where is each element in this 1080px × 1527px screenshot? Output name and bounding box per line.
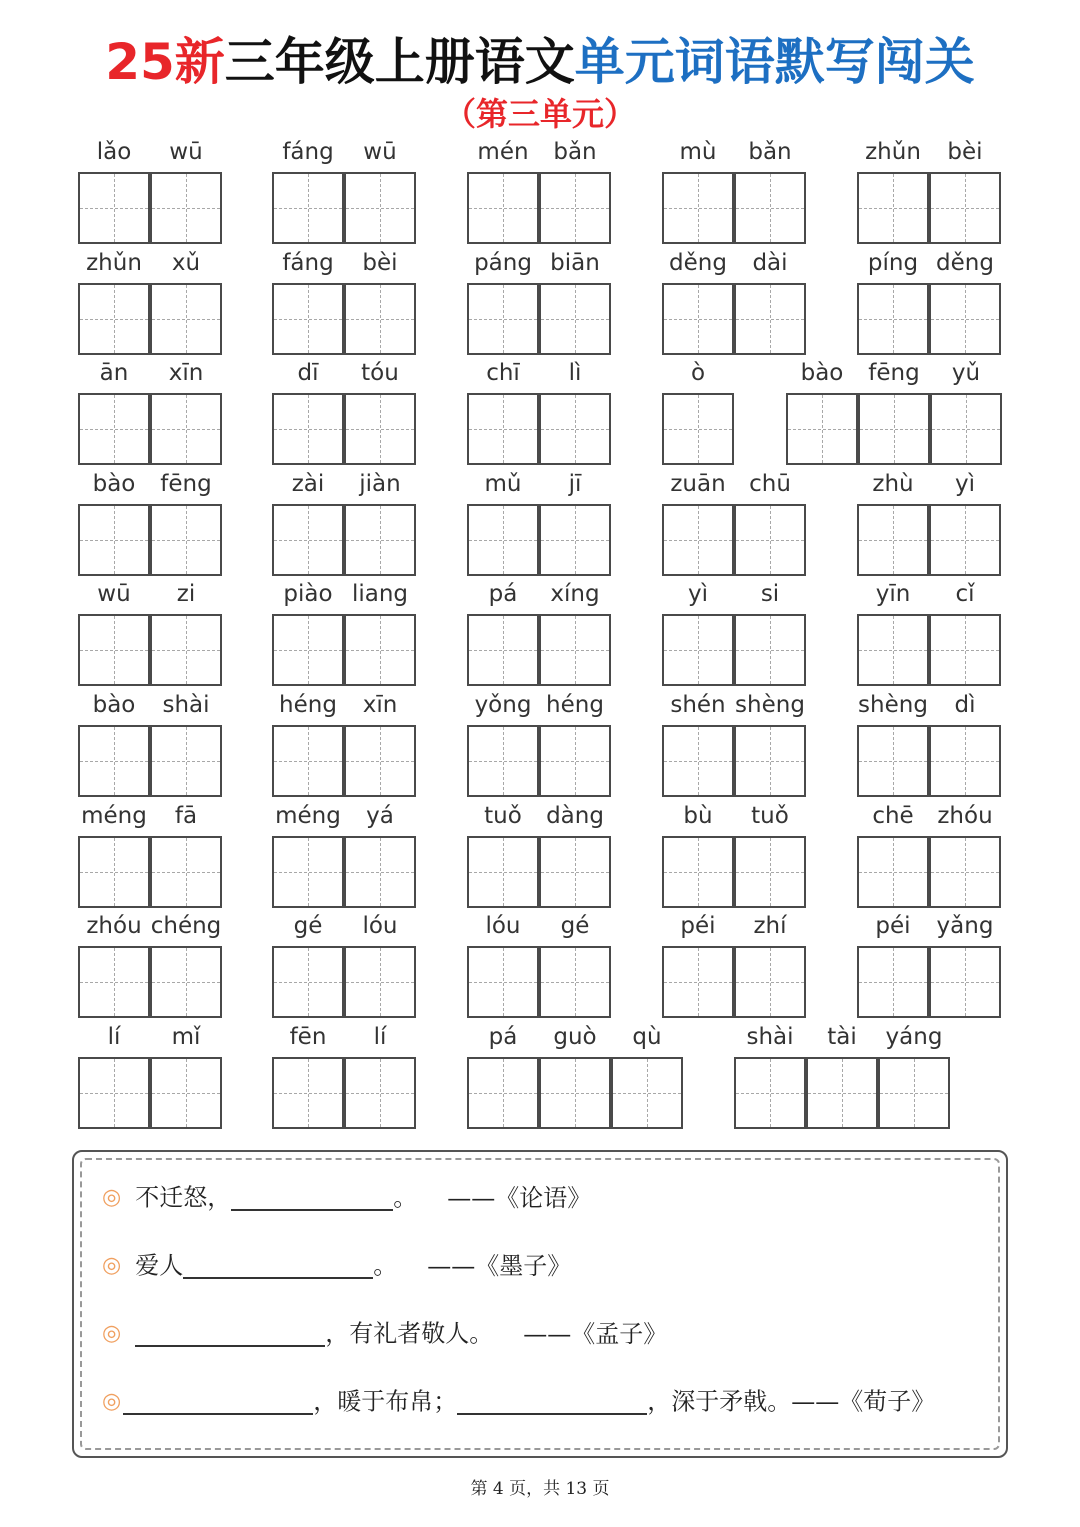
bullet-icon: ◎ [102, 1184, 122, 1210]
writing-box[interactable] [662, 504, 734, 576]
pinyin-label: liang [351, 581, 409, 607]
writing-box[interactable] [857, 614, 929, 686]
pinyin-label: wū [97, 581, 131, 607]
writing-box[interactable] [150, 836, 222, 908]
pinyin-label: mǐ [171, 1024, 201, 1050]
writing-box[interactable] [857, 836, 929, 908]
writing-box[interactable] [929, 504, 1001, 576]
writing-box[interactable] [467, 725, 539, 797]
title-course: 三年级上册语文 [224, 33, 575, 91]
quote-item [102, 1246, 571, 1282]
writing-box[interactable] [78, 725, 150, 797]
writing-box[interactable] [344, 172, 416, 244]
pinyin-label: tóu [361, 360, 399, 386]
pinyin-label: zài [291, 471, 325, 497]
answer-blank[interactable] [183, 1253, 373, 1279]
writing-box[interactable] [857, 172, 929, 244]
pinyin-label: chū [749, 471, 791, 497]
writing-box[interactable] [467, 946, 539, 1018]
quote-text-after: 。 [373, 1251, 398, 1280]
pinyin-label: yì [954, 471, 975, 497]
writing-box[interactable] [734, 614, 806, 686]
writing-box[interactable] [662, 283, 734, 355]
writing-box[interactable] [539, 1057, 611, 1129]
quotes-panel [72, 1150, 1008, 1458]
quote-item [102, 1314, 667, 1350]
pinyin-label: lóu [362, 913, 398, 939]
writing-box[interactable] [78, 393, 150, 465]
bullet-icon: ◎ [102, 1388, 122, 1414]
writing-box[interactable] [344, 393, 416, 465]
writing-box[interactable] [662, 946, 734, 1018]
pinyin-label: chī [486, 360, 520, 386]
pinyin-label: jī [568, 471, 582, 497]
writing-box[interactable] [539, 504, 611, 576]
pinyin-label: děng [936, 250, 994, 276]
writing-box[interactable] [539, 946, 611, 1018]
writing-box[interactable] [662, 725, 734, 797]
pinyin-label: zhǔn [865, 139, 921, 165]
pinyin-label: héng [546, 692, 604, 718]
quote-text-middle: ，暖于布帛； [313, 1387, 458, 1416]
pinyin-label: méng [81, 803, 147, 829]
quote-source: ——《孟子》 [523, 1319, 668, 1348]
pinyin-label: biān [550, 250, 600, 276]
pinyin-label: méng [275, 803, 341, 829]
pinyin-label: ān [99, 360, 129, 386]
pinyin-label: bèi [362, 250, 398, 276]
writing-box[interactable] [150, 283, 222, 355]
writing-box[interactable] [78, 836, 150, 908]
pinyin-label: gé [560, 913, 590, 939]
pinyin-label: lǎo [96, 139, 132, 165]
pinyin-label: jiàn [359, 471, 401, 497]
pinyin-label: ò [690, 360, 706, 386]
writing-box[interactable] [662, 393, 734, 465]
writing-box[interactable] [344, 1057, 416, 1129]
quote-text-after: ，有礼者敬人。 [325, 1319, 494, 1348]
pinyin-label: cǐ [955, 581, 975, 607]
writing-box[interactable] [344, 283, 416, 355]
writing-box[interactable] [662, 836, 734, 908]
writing-box[interactable] [272, 283, 344, 355]
pinyin-label: tuǒ [751, 803, 789, 829]
pinyin-label: pá [488, 581, 518, 607]
pinyin-label: yáng [885, 1024, 943, 1050]
pinyin-label: shèng [858, 692, 928, 718]
writing-box[interactable] [344, 614, 416, 686]
quote-source: ——《荀子》 [791, 1387, 936, 1416]
pinyin-label: shén [670, 692, 726, 718]
pinyin-label: fā [174, 803, 198, 829]
quote-text-before: 爱人 [135, 1251, 184, 1280]
writing-box[interactable] [857, 504, 929, 576]
writing-box[interactable] [929, 836, 1001, 908]
quote-item [102, 1382, 935, 1418]
pinyin-label: zhóu [86, 913, 142, 939]
pinyin-label: zhí [753, 913, 787, 939]
writing-box[interactable] [611, 1057, 683, 1129]
pinyin-label: chéng [150, 913, 222, 939]
pinyin-label: píng [867, 250, 919, 276]
pinyin-label: yīn [875, 581, 911, 607]
writing-box[interactable] [150, 946, 222, 1018]
pinyin-label: wū [363, 139, 397, 165]
writing-box[interactable] [662, 172, 734, 244]
writing-box[interactable] [272, 172, 344, 244]
writing-box[interactable] [734, 283, 806, 355]
writing-box[interactable] [78, 172, 150, 244]
writing-box[interactable] [344, 946, 416, 1018]
pinyin-label: tài [827, 1024, 857, 1050]
writing-box[interactable] [150, 1057, 222, 1129]
writing-box[interactable] [806, 1057, 878, 1129]
writing-box[interactable] [734, 172, 806, 244]
writing-box[interactable] [272, 504, 344, 576]
writing-box[interactable] [78, 614, 150, 686]
pinyin-label: bǎn [748, 139, 792, 165]
writing-box[interactable] [272, 946, 344, 1018]
title-grade-tag: 25新 [105, 33, 225, 91]
writing-box[interactable] [150, 172, 222, 244]
writing-box[interactable] [857, 283, 929, 355]
answer-blank[interactable] [123, 1389, 313, 1415]
writing-box[interactable] [467, 614, 539, 686]
writing-box[interactable] [786, 393, 858, 465]
quote-text-before: 不迁怒， [135, 1183, 232, 1212]
pinyin-label: bǎn [553, 139, 597, 165]
pinyin-label: dī [297, 360, 319, 386]
writing-box[interactable] [734, 946, 806, 1018]
pinyin-label: péi [875, 913, 911, 939]
page-footer: 第 4 页，共 13 页 [470, 1479, 610, 1499]
quote-source: ——《墨子》 [427, 1251, 572, 1280]
pinyin-label: shài [746, 1024, 794, 1050]
pinyin-label: páng [474, 250, 532, 276]
writing-box[interactable] [272, 1057, 344, 1129]
writing-box[interactable] [929, 172, 1001, 244]
writing-box[interactable] [929, 614, 1001, 686]
pinyin-label: qù [632, 1024, 662, 1050]
pinyin-label: mǔ [484, 471, 522, 497]
writing-box[interactable] [734, 504, 806, 576]
pinyin-label: fáng [282, 139, 334, 165]
writing-box[interactable] [344, 504, 416, 576]
pinyin-label: bèi [947, 139, 983, 165]
pinyin-label: shài [162, 692, 210, 718]
quote-text-after: 。 [393, 1183, 418, 1212]
writing-box[interactable] [467, 393, 539, 465]
quote-text-after: ，深于矛戟。 [647, 1387, 792, 1416]
pinyin-label: chē [872, 803, 914, 829]
pinyin-label: bù [683, 803, 713, 829]
writing-box[interactable] [272, 393, 344, 465]
pinyin-label: zhǔn [86, 250, 142, 276]
writing-box[interactable] [539, 172, 611, 244]
pinyin-label: lóu [485, 913, 521, 939]
writing-box[interactable] [150, 504, 222, 576]
writing-box[interactable] [539, 836, 611, 908]
pinyin-label: xíng [550, 581, 600, 607]
pinyin-label: bào [92, 692, 136, 718]
page-subtitle: （第三单元） [443, 95, 636, 133]
writing-box[interactable] [467, 836, 539, 908]
pinyin-label: yǒng [474, 692, 532, 718]
pinyin-label: si [760, 581, 780, 607]
writing-box[interactable] [858, 393, 930, 465]
pinyin-label: zhù [872, 471, 914, 497]
pinyin-label: lí [373, 1024, 387, 1050]
pinyin-label: gé [293, 913, 323, 939]
writing-box[interactable] [929, 725, 1001, 797]
pinyin-label: fēng [868, 360, 920, 386]
writing-box[interactable] [150, 725, 222, 797]
pinyin-label: bào [800, 360, 844, 386]
writing-box[interactable] [929, 283, 1001, 355]
writing-box[interactable] [878, 1057, 950, 1129]
pinyin-label: yá [366, 803, 394, 829]
writing-box[interactable] [930, 393, 1002, 465]
writing-box[interactable] [857, 946, 929, 1018]
writing-box[interactable] [539, 283, 611, 355]
pinyin-label: xīn [168, 360, 204, 386]
pinyin-label: tuǒ [484, 803, 522, 829]
answer-blank[interactable] [135, 1321, 325, 1347]
pinyin-label: mù [679, 139, 717, 165]
pinyin-label: yì [687, 581, 708, 607]
writing-box[interactable] [539, 725, 611, 797]
answer-blank[interactable] [231, 1185, 393, 1211]
writing-box[interactable] [344, 836, 416, 908]
writing-box[interactable] [78, 283, 150, 355]
writing-box[interactable] [467, 172, 539, 244]
pinyin-label: fēng [160, 471, 212, 497]
writing-box[interactable] [78, 1057, 150, 1129]
bullet-icon: ◎ [102, 1252, 122, 1278]
pinyin-label: pá [488, 1024, 518, 1050]
pinyin-label: děng [669, 250, 727, 276]
pinyin-label: fáng [282, 250, 334, 276]
writing-box[interactable] [150, 393, 222, 465]
pinyin-label: xǔ [171, 250, 201, 276]
writing-box[interactable] [272, 725, 344, 797]
pinyin-label: dàng [546, 803, 604, 829]
pinyin-label: yǎng [936, 913, 994, 939]
pinyin-label: zhóu [937, 803, 993, 829]
pinyin-label: mén [477, 139, 529, 165]
pinyin-label: yǔ [951, 360, 981, 386]
pinyin-label: péi [680, 913, 716, 939]
writing-box[interactable] [78, 946, 150, 1018]
writing-box[interactable] [734, 725, 806, 797]
writing-box[interactable] [539, 614, 611, 686]
pinyin-label: piào [283, 581, 333, 607]
writing-box[interactable] [539, 393, 611, 465]
pinyin-label: lí [107, 1024, 121, 1050]
writing-box[interactable] [662, 614, 734, 686]
pinyin-label: xīn [362, 692, 398, 718]
writing-box[interactable] [344, 725, 416, 797]
pinyin-label: zuān [670, 471, 726, 497]
pinyin-label: bào [92, 471, 136, 497]
writing-box[interactable] [272, 836, 344, 908]
pinyin-label: dài [752, 250, 788, 276]
writing-box[interactable] [272, 614, 344, 686]
writing-box[interactable] [929, 946, 1001, 1018]
writing-box[interactable] [467, 283, 539, 355]
quote-item [102, 1178, 591, 1214]
pinyin-label: dì [954, 692, 976, 718]
writing-box[interactable] [467, 504, 539, 576]
pinyin-label: lì [568, 360, 582, 386]
pinyin-label: wū [169, 139, 203, 165]
bullet-icon: ◎ [102, 1320, 122, 1346]
pinyin-label: shèng [735, 692, 805, 718]
writing-box[interactable] [150, 614, 222, 686]
pinyin-label: guò [553, 1024, 597, 1050]
writing-box[interactable] [734, 836, 806, 908]
writing-box[interactable] [857, 725, 929, 797]
title-activity: 单元词语默写闯关 [574, 33, 975, 91]
writing-box[interactable] [734, 1057, 806, 1129]
pinyin-label: héng [279, 692, 337, 718]
quote-source: ——《论语》 [447, 1183, 592, 1212]
pinyin-label: fēn [289, 1024, 327, 1050]
pinyin-label: zi [176, 581, 196, 607]
answer-blank[interactable] [457, 1389, 647, 1415]
writing-box[interactable] [78, 504, 150, 576]
writing-box[interactable] [467, 1057, 539, 1129]
